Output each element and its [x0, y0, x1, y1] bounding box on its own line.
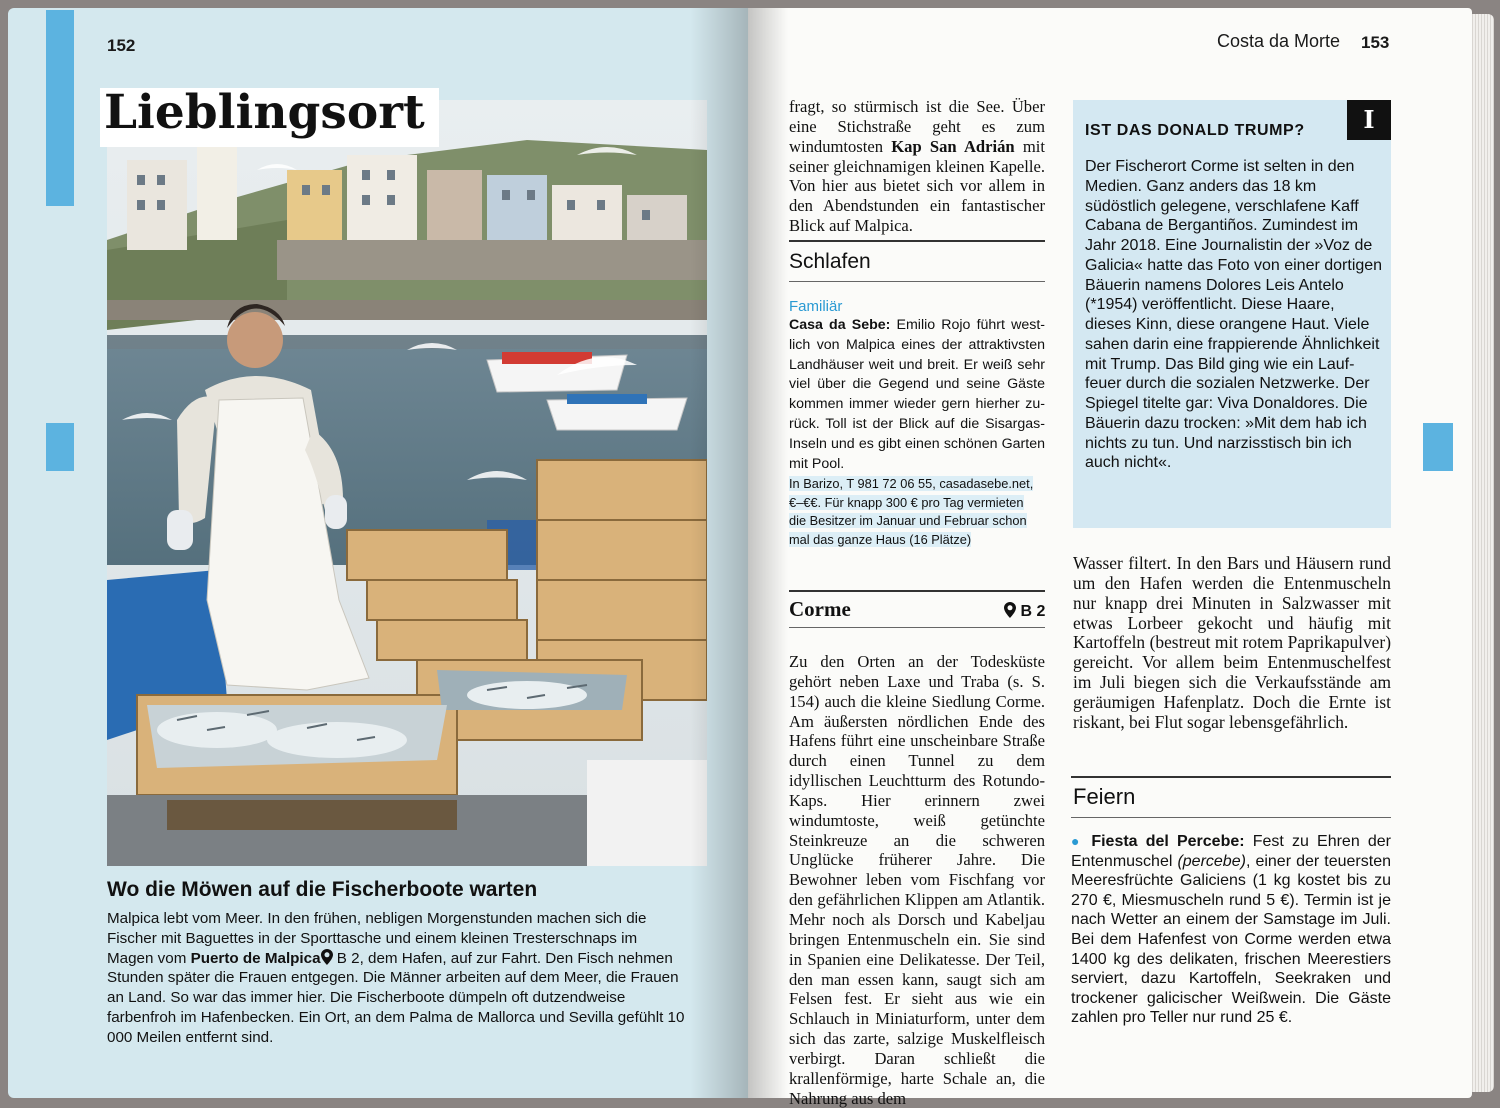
feiern-heading: Feiern: [1073, 784, 1136, 809]
listing-text: Emilio Rojo führt westlich von Malpica eines der attraktivsten Landhäuser weit und breit. Er weiß sehr viel über die Gegend und seine Gäste kommen immer wieder gern hierher zurück. Toll ist der Blick auf die Sisargas-Inseln und es gibt einen schönen Garten mit Pool.: [789, 317, 1045, 472]
corme-grid-text: B 2: [1020, 603, 1046, 620]
fiesta-text-1: Fest zu Ehren der Entenmuschel: [1071, 833, 1391, 870]
schlafen-heading: Schlafen: [789, 250, 871, 273]
listing-casa-da-sebe: [789, 316, 1045, 474]
rule-feiern-bottom: [1071, 817, 1391, 818]
fiesta-name: Fiesta del Percebe:: [1091, 833, 1245, 850]
gutter-shadow-left: [690, 8, 748, 1098]
listing-meta: [789, 475, 1044, 549]
info-icon: I: [1347, 100, 1391, 140]
info-box-trump: [1073, 100, 1391, 528]
photo-caption-heading: Wo die Möwen auf die Fischerboote warten: [107, 878, 538, 901]
photo-caption-body: [107, 909, 687, 1048]
fiesta-text-2: , einer der teuersten Meeresfrüchte Galiciens (1 kg kostet bis zu 270 €, Miesmuscheln rund 5 €). Termin ist je nach Wetter an einem der Samstage im Juli. Bei dem Hafenfest von Corme werden etwa 1400 kg des delikaten, frischen Meerestiers serviert, dazu Kartoffeln, Seekraken und trockener galicischer Weißwein. Die Gäste zahlen pro Teller nur rund 25 €.: [1071, 852, 1391, 1027]
section-tab-top: [46, 10, 74, 206]
caption-text-2: , dem Hafen, auf zur Fahrt. Den Fisch nehmen Stunden später die Frauen entgegen. Die Männer arbeiten auf dem Meer, die Frauen an Land. So war das immer hier. Die Fischerboote dümpeln oft dutzendweise farbenfroh im Hafenbecken. Ein Ort, an dem Palma de Mallorca und Sevilla gefühlt 10 000 Meilen entfernt sind.: [107, 949, 685, 1046]
rule-feiern-top: [1071, 776, 1391, 778]
corme-paragraph: Zu den Orten an der Todesküste gehört neben Laxe und Traba (s. S. 154) auch die kleine Siedlung Corme. Am äußersten nördlichen Ende des Hafens führt eine unscheinbare Straße durch einen Tunnel zu dem idyllischen Leuchtturm des Rotundo-Kaps. Hier erinnern zwei windumtoste, weiß getünchte Steinkreuze an die schweren Unglücke früherer Jahre. Die Bewohner leben vom Fischfang vor den gefährlichen Klippen am Atlantik. Mehr noch als Dorsch und Kabeljau bringen Entenmuscheln ein. Sie sind in Spanien eine Delikatesse. Der Teil, den man essen kann, saugt sich am Felsen fest. Er sieht aus wie ein Schlauch in Miniaturform, unter dem sich das zarte, salzige Muskelfleisch verbirgt. Daran schließt die krallenförmige, harte Schale an, die Nahrung aus dem: [789, 652, 1045, 1108]
listing-category: Familiär: [789, 298, 843, 315]
listing-meta-text: In Barizo, T 981 72 06 55, casadasebe.net, €–€€. Für knapp 300 € pro Tag vermieten die Besitzer im Januar und Februar schon mal das ganze Haus (16 Plätze): [789, 476, 1034, 547]
caption-text-1: Malpica lebt vom Meer. In den frühen, nebligen Morgenstunden machen sich die Fischer mit Baguettes in der Sporttasche und einem kleinen Tresterschnaps im Magen vom: [107, 910, 647, 967]
section-tab-right: [1423, 423, 1453, 471]
corme-grid-ref: [1004, 602, 1045, 621]
rule-corme-top: [789, 590, 1045, 592]
intro-text-2: mit seiner gleichnamigen kleinen Kapelle. Von hier aus bietet sich vor allem in den Abendstunden ein fantastischer Blick auf Malpica.: [789, 136, 1045, 236]
rule-schlafen-bottom: [789, 281, 1045, 282]
info-box-text: Der Fischerort Corme ist selten in den Medien. Ganz anders das 18 km südöstlich gelegene, verschlafene Kaff Cabana de Bergantiños. Zumindest im Jahr 2018. Eine Journalistin der »Voz de Galicia« hatte das Foto von einer dortigen Bäuerin namens Dolores Leis Antelo (*1954) veröffentlicht. Diese Haare, dieses Kinn, diese orangene Haut. Viele sahen darin eine frappierende Ähnlichkeit mit Trump. Das Bild ging wie ein Lauffeuer durch die sozialen Netzwerke. Der Spiegel titelte gar: Viva Donaldores. Die Bäuerin dazu trocken: »Mit dem hab ich nichts zu tun. Und narzisstisch bin ich auch nicht«.: [1085, 158, 1383, 472]
gutter-shadow-right: [748, 8, 788, 1098]
rule-schlafen-top: [789, 240, 1045, 242]
left-page-number: 152: [107, 36, 136, 55]
listing-name: Casa da Sebe:: [789, 317, 891, 333]
intro-paragraph: [789, 97, 1045, 236]
page-title: Lieblingsort: [100, 88, 439, 147]
running-head: Costa da Morte: [1217, 31, 1341, 51]
continued-paragraph: Wasser filtert. In den Bars und Häusern rund um den Hafen werden die Entenmuscheln nur knapp drei Minuten in Salzwasser mit etwas Lorbeer gekocht und häufig mit Kartoffeln (bestreut mit rotem Paprikapulver) gereicht. Vor allem beim Entenmuschelfest im Juli biegen sich die Verkaufsstände am geräumigen Hafenplatz. Doch die Ernte ist riskant, bei Flut sogar lebensgefährlich.: [1073, 553, 1391, 732]
harbor-photo-image: [107, 100, 707, 866]
corme-heading: Corme: [789, 597, 851, 621]
caption-grid-ref: B 2: [332, 949, 360, 967]
bullet-icon: ●: [1071, 833, 1084, 849]
harbor-photo: [107, 100, 707, 866]
map-pin-icon: [321, 949, 333, 965]
section-tab-mid: [46, 423, 74, 471]
map-pin-icon: [1004, 602, 1016, 618]
caption-place-name: Puerto de Malpica: [190, 949, 321, 967]
intro-place-name: Kap San Adrián: [891, 136, 1015, 156]
fiesta-italic: (percebe): [1177, 852, 1246, 870]
page-edges-right: [1472, 14, 1494, 1092]
fiesta-del-percebe: [1071, 832, 1391, 1028]
rule-corme-bottom: [789, 627, 1045, 628]
info-box-heading: IST DAS DONALD TRUMP?: [1085, 122, 1305, 139]
intro-text-1: fragt, so stürmisch ist die See. Über eine Stichstraße geht es zum windumtosten: [789, 97, 1045, 156]
right-page-number: 153: [1361, 33, 1390, 52]
